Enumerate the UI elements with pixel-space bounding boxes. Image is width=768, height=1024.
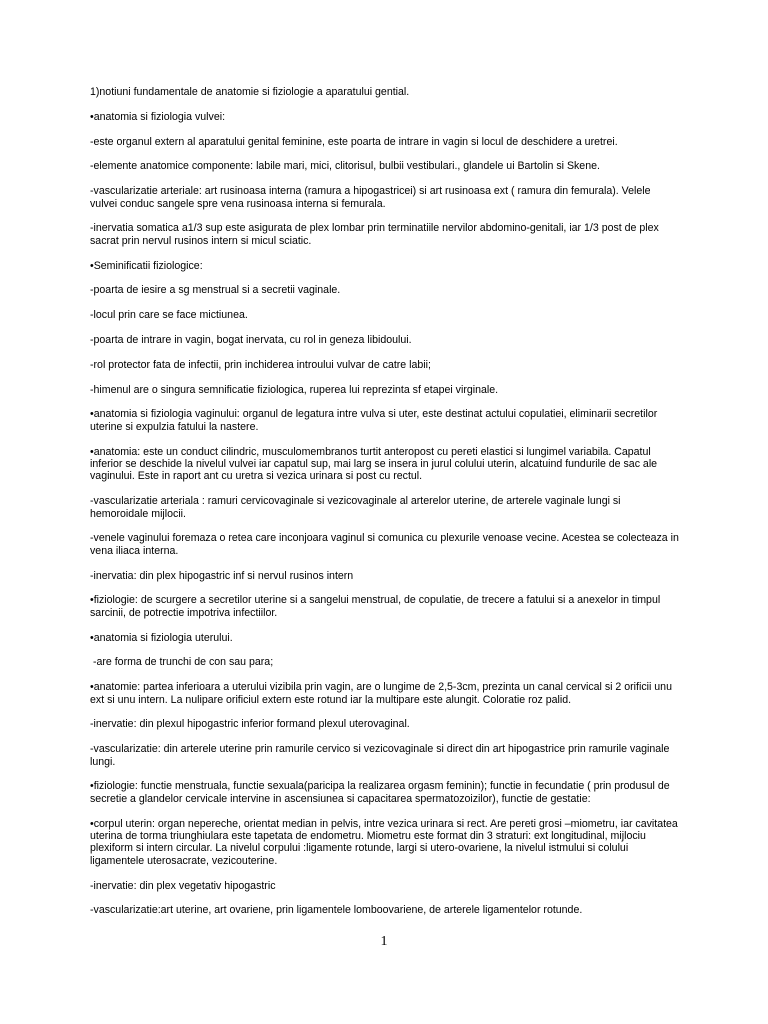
paragraph: •anatomia si fiziologia uterului. (90, 631, 233, 644)
paragraph: -inervatie: din plex vegetativ hipogastric (90, 879, 276, 892)
paragraph: 1)notiuni fundamentale de anatomie si fiziologie a aparatului gential. (90, 86, 410, 98)
paragraph: -este organul extern al aparatului genital feminine, este poarta de intrare in vagin si locul de deschidere a uretrei. (90, 135, 618, 148)
paragraph: -vascularizatie: din arterele uterine prin ramurile cervico si vezicovaginale si direct din art hipogastrice prin ramurile vaginale lungi. (90, 743, 673, 768)
page-number: 1 (380, 934, 388, 949)
paragraph: -vascularizatie:art uterine, art ovariene, prin ligamentele lomboovariene, de arterele ligamentelor rotunde. (90, 904, 583, 917)
paragraph: •corpul uterin: organ nepereche, orientat median in pelvis, intre vezica urinara si rect. Are pereti grosi –miometru, iar cavitatea uterina de torma triunghiulara este tapetata de endometru. Miometru este format din 3 straturi: ext longitudinal, mijlociu plexiform si intern circular. La nivelul corpului :ligamente rotunde, largi si utero-ovariene, la nivelul istmului si colului ligamentele uterosacrate, vezicouterine. (90, 817, 681, 867)
paragraph: •anatomia: este un conduct cilindric, musculomembranos turtit anteropost cu pereti elastici si lungimel variabila. Capatul inferior se deschide la nivelul vulvei iar capatul sup, mai larg se insera in jurul colului uterin, alcatuind fundurile de sac ale vaginului. Este in raport ant cu uretra si vezica urinara si post cu rectul. (90, 445, 661, 483)
paragraph: -vascularizatie arteriale: art rusinoasa interna (ramura a hipogastricei) si art rusinoasa ext ( ramura din femurala). Velele vulvei conduc sangele spre vena rusinoasa interna si femurala. (90, 185, 654, 210)
paragraph: -himenul are o singura semnificatie fiziologica, ruperea lui reprezinta sf etapei virginale. (90, 383, 499, 396)
document-body (90, 86, 680, 929)
paragraph: -elemente anatomice componente: labile mari, mici, clitorisul, bulbii vestibulari., glandele ui Bartolin si Skene. (90, 160, 600, 173)
paragraph: -inervatia somatica a1/3 sup este asigurata de plex lombar prin terminatiile nervilor abdomino-genitali, iar 1/3 post de plex sacrat prin nervul rusinos intern si micul sciatic. (90, 222, 662, 247)
paragraph: -inervatia: din plex hipogastric inf si nervul rusinos intern (90, 569, 354, 582)
paragraph: •fiziologie: functie menstruala, functie sexuala(paricipa la realizarea orgasm feminin); functie in fecundatie ( prin produsul de secretie a glandelor cervicale intervine in ascensiunea si capacitarea spermatozoizilor), functie de gestatie: (90, 780, 673, 805)
paragraph: •fiziologie: de scurgere a secretilor uterine si a sangelui menstrual, de copulatie, de trecere a fatului si a anexelor in timpul sarcinii, de potrectie impotriva infectiilor. (90, 594, 664, 619)
paragraph: -poarta de iesire a sg menstrual si a secretii vaginale. (90, 284, 341, 297)
paragraph: -poarta de intrare in vagin, bogat inervata, cu rol in geneza libidoului. (90, 333, 412, 346)
paragraph: -rol protector fata de infectii, prin inchiderea introului vulvar de catre labii; (90, 358, 431, 371)
paragraph: -vascularizatie arteriala : ramuri cervicovaginale si vezicovaginale al arterelor uterine, de arterele vaginale lungi si hemoroidale mijlocii. (90, 495, 624, 520)
paragraph: -inervatie: din plexul hipogastric inferior formand plexul uterovaginal. (90, 718, 410, 731)
paragraph: •anatomie: partea inferioara a uterului vizibila prin vagin, are o lungime de 2,5-3cm, prezinta un canal cervical si 2 orificii unu ext si unu intern. La nulipare orificiul extern este rotund iar la multipare este alungit. Coloratie roz palid. (90, 681, 675, 706)
paragraph: •anatomia si fiziologia vulvei: (90, 110, 226, 123)
paragraph: -venele vaginului foremaza o retea care inconjoara vaginul si comunica cu plexurile venoase vecine. Acestea se colecteaza in vena iliaca interna. (90, 532, 682, 557)
paragraph: -locul prin care se face mictiunea. (90, 309, 248, 322)
paragraph: -are forma de trunchi de con sau para; (90, 656, 274, 669)
paragraph: •Seminificatii fiziologice: (90, 259, 203, 272)
paragraph: •anatomia si fiziologia vaginului: organul de legatura intre vulva si uter, este destinat actului copulatiei, eliminarii secretilor uterine si expulzia fatului la nastere. (90, 408, 661, 433)
